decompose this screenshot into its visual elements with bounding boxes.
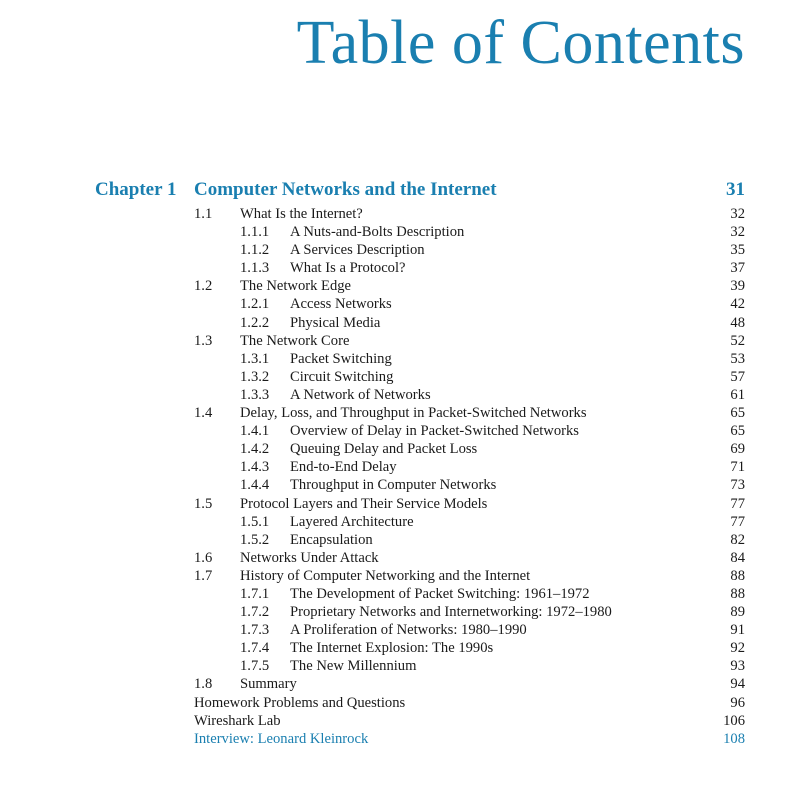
toc-entry-title: Layered Architecture <box>290 513 414 530</box>
toc-list <box>0 205 800 748</box>
toc-entry-title: End-to-End Delay <box>290 459 397 476</box>
toc-entry <box>0 422 800 440</box>
toc-entry-title: A Nuts-and-Bolts Description <box>290 224 465 241</box>
toc-entry <box>0 476 800 494</box>
toc-entry <box>0 259 800 277</box>
chapter-title: Computer Networks and the Internet <box>194 179 497 200</box>
toc-entry-number: 1.1 <box>194 206 213 222</box>
toc-entry <box>0 585 800 603</box>
toc-entry-page-number: 73 <box>730 477 745 494</box>
toc-entry-title: Queuing Delay and Packet Loss <box>290 441 478 458</box>
toc-entry-number: 1.5.1 <box>240 513 270 530</box>
toc-entry-page-number: 106 <box>723 712 745 729</box>
toc-entry-page-number: 32 <box>730 206 745 222</box>
toc-entry <box>0 495 800 513</box>
toc-entry-page-number: 92 <box>730 640 745 657</box>
toc-entry <box>0 223 800 241</box>
toc-entry <box>0 657 800 675</box>
toc-entry-number: 1.7.5 <box>240 658 270 675</box>
toc-entry <box>0 277 800 295</box>
toc-entry-number: 1.3.1 <box>240 350 270 367</box>
toc-entry-page-number: 39 <box>730 278 745 295</box>
toc-entry-title: The New Millennium <box>290 658 417 675</box>
toc-entry <box>0 730 800 748</box>
toc-entry-page-number: 37 <box>730 260 745 277</box>
toc-entry-number: 1.8 <box>194 676 213 693</box>
toc-entry-page-number: 42 <box>730 296 745 313</box>
toc-entry-page-number: 94 <box>730 676 745 693</box>
toc-entry-title: The Network Edge <box>240 278 352 295</box>
toc-entry-title: A Proliferation of Networks: 1980–1990 <box>290 622 527 639</box>
toc-entry-title: History of Computer Networking and the Internet <box>240 567 531 584</box>
toc-entry-number: 1.1.2 <box>240 242 270 259</box>
toc-entry-page-number: 96 <box>730 694 745 711</box>
toc-entry-number: 1.4.4 <box>240 477 270 494</box>
toc-entry-title: Packet Switching <box>290 350 392 367</box>
toc-entry-title: Delay, Loss, and Throughput in Packet-Switched Networks <box>240 405 587 422</box>
toc-entry <box>0 549 800 567</box>
toc-entry-title: Circuit Switching <box>290 368 394 385</box>
chapter-heading <box>0 179 800 203</box>
toc-entry-page-number: 53 <box>730 350 745 367</box>
toc-entry-page-number: 77 <box>730 495 745 512</box>
toc-entry-page-number: 65 <box>730 405 745 422</box>
toc-entry-page-number: 61 <box>730 386 745 403</box>
toc-entry-title: Throughput in Computer Networks <box>290 477 497 494</box>
toc-entry-title: Encapsulation <box>290 531 373 548</box>
toc-entry-page-number: 82 <box>730 531 745 548</box>
toc-entry-title: Protocol Layers and Their Service Models <box>240 495 488 512</box>
toc-entry-page-number: 57 <box>730 368 745 385</box>
toc-entry <box>0 712 800 730</box>
toc-entry-page-number: 71 <box>730 459 745 476</box>
toc-entry <box>0 314 800 332</box>
toc-entry-number: 1.6 <box>194 549 213 566</box>
toc-entry-page-number: 91 <box>730 622 745 639</box>
toc-entry <box>0 386 800 404</box>
toc-entry-page-number: 88 <box>730 585 745 602</box>
toc-entry-title: Summary <box>240 676 297 693</box>
toc-entry-title: What Is a Protocol? <box>290 260 406 277</box>
toc-entry-number: 1.2 <box>194 278 213 295</box>
toc-entry <box>0 621 800 639</box>
toc-entry-number: 1.3.3 <box>240 386 270 403</box>
toc-entry-page-number: 48 <box>730 314 745 331</box>
toc-entry-page-number: 65 <box>730 423 745 440</box>
toc-entry-number: 1.1.1 <box>240 224 270 241</box>
toc-entry-number: 1.7.3 <box>240 622 270 639</box>
toc-entry-number: 1.3.2 <box>240 368 270 385</box>
toc-entry-title: The Network Core <box>240 332 350 349</box>
toc-entry <box>0 603 800 621</box>
toc-entry-title: Interview: Leonard Kleinrock <box>194 730 369 747</box>
toc-entry-number: 1.3 <box>194 332 213 349</box>
toc-entry-page-number: 52 <box>730 332 745 349</box>
toc-entry-number: 1.7 <box>194 567 213 584</box>
page-title: Table of Contents <box>296 9 745 77</box>
toc-entry <box>0 458 800 476</box>
toc-entry <box>0 440 800 458</box>
toc-entry-page-number: 77 <box>730 513 745 530</box>
toc-entry-page-number: 32 <box>730 224 745 241</box>
toc-entry-number: 1.7.1 <box>240 585 270 602</box>
toc-entry-number: 1.4.1 <box>240 423 270 440</box>
toc-entry-number: 1.4.2 <box>240 441 270 458</box>
toc-entry <box>0 332 800 350</box>
toc-entry-title: Proprietary Networks and Internetworking: 1972–1980 <box>290 604 612 621</box>
toc-entry-number: 1.4 <box>194 405 213 422</box>
toc-entry-title: The Development of Packet Switching: 1961–1972 <box>290 585 590 602</box>
toc-entry-title: A Network of Networks <box>290 386 431 403</box>
toc-entry-number: 1.7.4 <box>240 640 270 657</box>
toc-entry-number: 1.5 <box>194 495 213 512</box>
toc-entry-title: Physical Media <box>290 314 381 331</box>
toc-entry <box>0 205 800 223</box>
chapter-page-number: 31 <box>726 179 745 200</box>
toc-entry-title: What Is the Internet? <box>240 206 363 222</box>
toc-entry-number: 1.2.2 <box>240 314 270 331</box>
toc-entry <box>0 368 800 386</box>
toc-entry-number: 1.7.2 <box>240 604 270 621</box>
toc-entry-page-number: 93 <box>730 658 745 675</box>
toc-entry-title: The Internet Explosion: The 1990s <box>290 640 494 657</box>
toc-entry <box>0 295 800 313</box>
toc-entry-page-number: 69 <box>730 441 745 458</box>
toc-entry-page-number: 108 <box>723 730 745 747</box>
toc-entry <box>0 404 800 422</box>
toc-entry <box>0 639 800 657</box>
chapter-label: Chapter 1 <box>95 179 177 200</box>
toc-entry <box>0 567 800 585</box>
toc-entry <box>0 694 800 712</box>
toc-entry <box>0 531 800 549</box>
toc-entry-number: 1.2.1 <box>240 296 270 313</box>
toc-entry <box>0 513 800 531</box>
toc-entry <box>0 241 800 259</box>
toc-entry-number: 1.1.3 <box>240 260 270 277</box>
toc-entry-title: Networks Under Attack <box>240 549 379 566</box>
toc-entry-number: 1.4.3 <box>240 459 270 476</box>
toc-entry-number: 1.5.2 <box>240 531 270 548</box>
toc-entry-page-number: 35 <box>730 242 745 259</box>
toc-entry-title: Homework Problems and Questions <box>194 694 406 711</box>
toc-entry-title: Access Networks <box>290 296 392 313</box>
toc-entry-page-number: 84 <box>730 549 745 566</box>
toc-entry-title: Overview of Delay in Packet-Switched Networks <box>290 423 579 440</box>
toc-entry-page-number: 89 <box>730 604 745 621</box>
toc-entry <box>0 350 800 368</box>
toc-entry-title: A Services Description <box>290 242 425 259</box>
toc-entry-page-number: 88 <box>730 567 745 584</box>
toc-entry-title: Wireshark Lab <box>194 712 281 729</box>
toc-entry <box>0 675 800 693</box>
